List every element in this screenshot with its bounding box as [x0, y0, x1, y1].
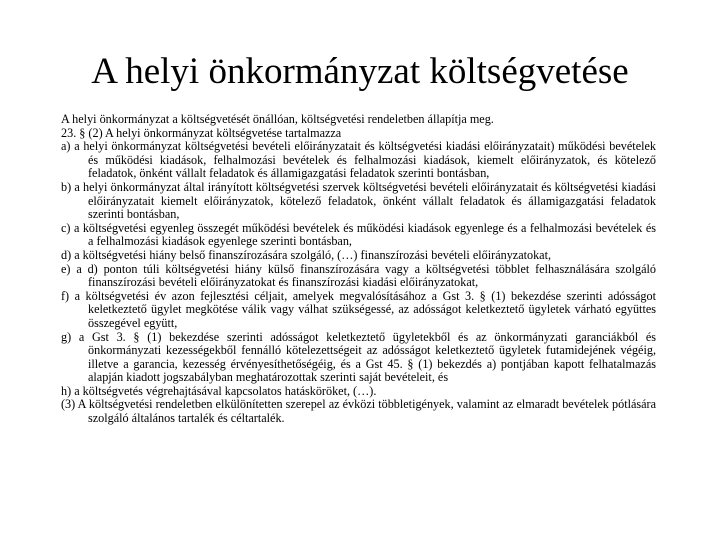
list-item-f: f) a költségvetési év azon fejlesztési céljait, amelyek megvalósításához a Gst 3. § (1) bekezdése szerinti adósságot keletkeztető ügylet megkötése válik vagy válhat szükségessé, az adósságot keletkeztető ügyletek várható együttes összegével együtt,	[61, 288, 656, 330]
slide-body-text	[61, 113, 656, 426]
list-item-g: g) a Gst 3. § (1) bekezdése szerinti adósságot keletkeztető ügyletekből és az önkormányzati garanciákból és önkormányzati kezességekből fennálló kötelezettségeit az adósságot keletkeztető ügyletek futamidejének végéig, illetve a garancia, kezesség érvényesíthetőségéig, és a Gst 45. § (1) bekezdés a) pontjában kapott felhatalmazás alapján kiadott jogszabályban meghatározottak szerinti saját bevételeit, és	[61, 329, 656, 385]
section-3-paragraph: (3) A költségvetési rendeletben elkülönítetten szerepel az évközi többletigények, valamint az elmaradt bevételek pótlására szolgáló általános tartalék és céltartalék.	[61, 397, 656, 426]
list-item-h: h) a költségvetés végrehajtásával kapcsolatos hatásköröket, (…).	[61, 383, 377, 398]
list-item-d: d) a költségvetési hiány belső finanszírozására szolgáló, (…) finanszírozási bevételi előirányzatokat,	[61, 247, 552, 262]
section-23-heading: 23. § (2) A helyi önkormányzat költségvetése tartalmazza	[61, 125, 342, 140]
list-item-a: a) a helyi önkormányzat költségvetési bevételi előirányzatait és költségvetési kiadási előirányzatait) működési bevételek és működési kiadások, felhalmozási bevételek és felhalmozási kiadások, kiemelt előirányzatok, és kötelező feladatok, önként vállalt feladatok és államigazgatási feladatok szerinti bontásban,	[61, 139, 656, 181]
list-item-b: b) a helyi önkormányzat által irányított költségvetési szervek költségvetési bevételi előirányzatait és költségvetési kiadási előirányzatait kiemelt előirányzatok, kötelező feladatok, önként vállalt feladatok és államigazgatási feladatok szerinti bontásban,	[61, 179, 656, 222]
list-item-c: c) a költségvetési egyenleg összegét működési bevételek és működési kiadások egyenlege és a felhalmozási bevételek és a felhalmozási kiadások egyenlege szerinti bontásban,	[61, 220, 656, 249]
slide-title: A helyi önkormányzat költségvetése	[91, 51, 629, 92]
intro-paragraph: A helyi önkormányzat a költségvetését önállóan, költségvetési rendeletben állapítja meg.	[61, 112, 494, 126]
list-item-e: e) a d) ponton túli költségvetési hiány külső finanszírozására vagy a költségvetési többlet felhasználására szolgáló finanszírozási bevételi előirányzatokat és finanszírozási kiadási előirányzatokat,	[61, 261, 656, 290]
